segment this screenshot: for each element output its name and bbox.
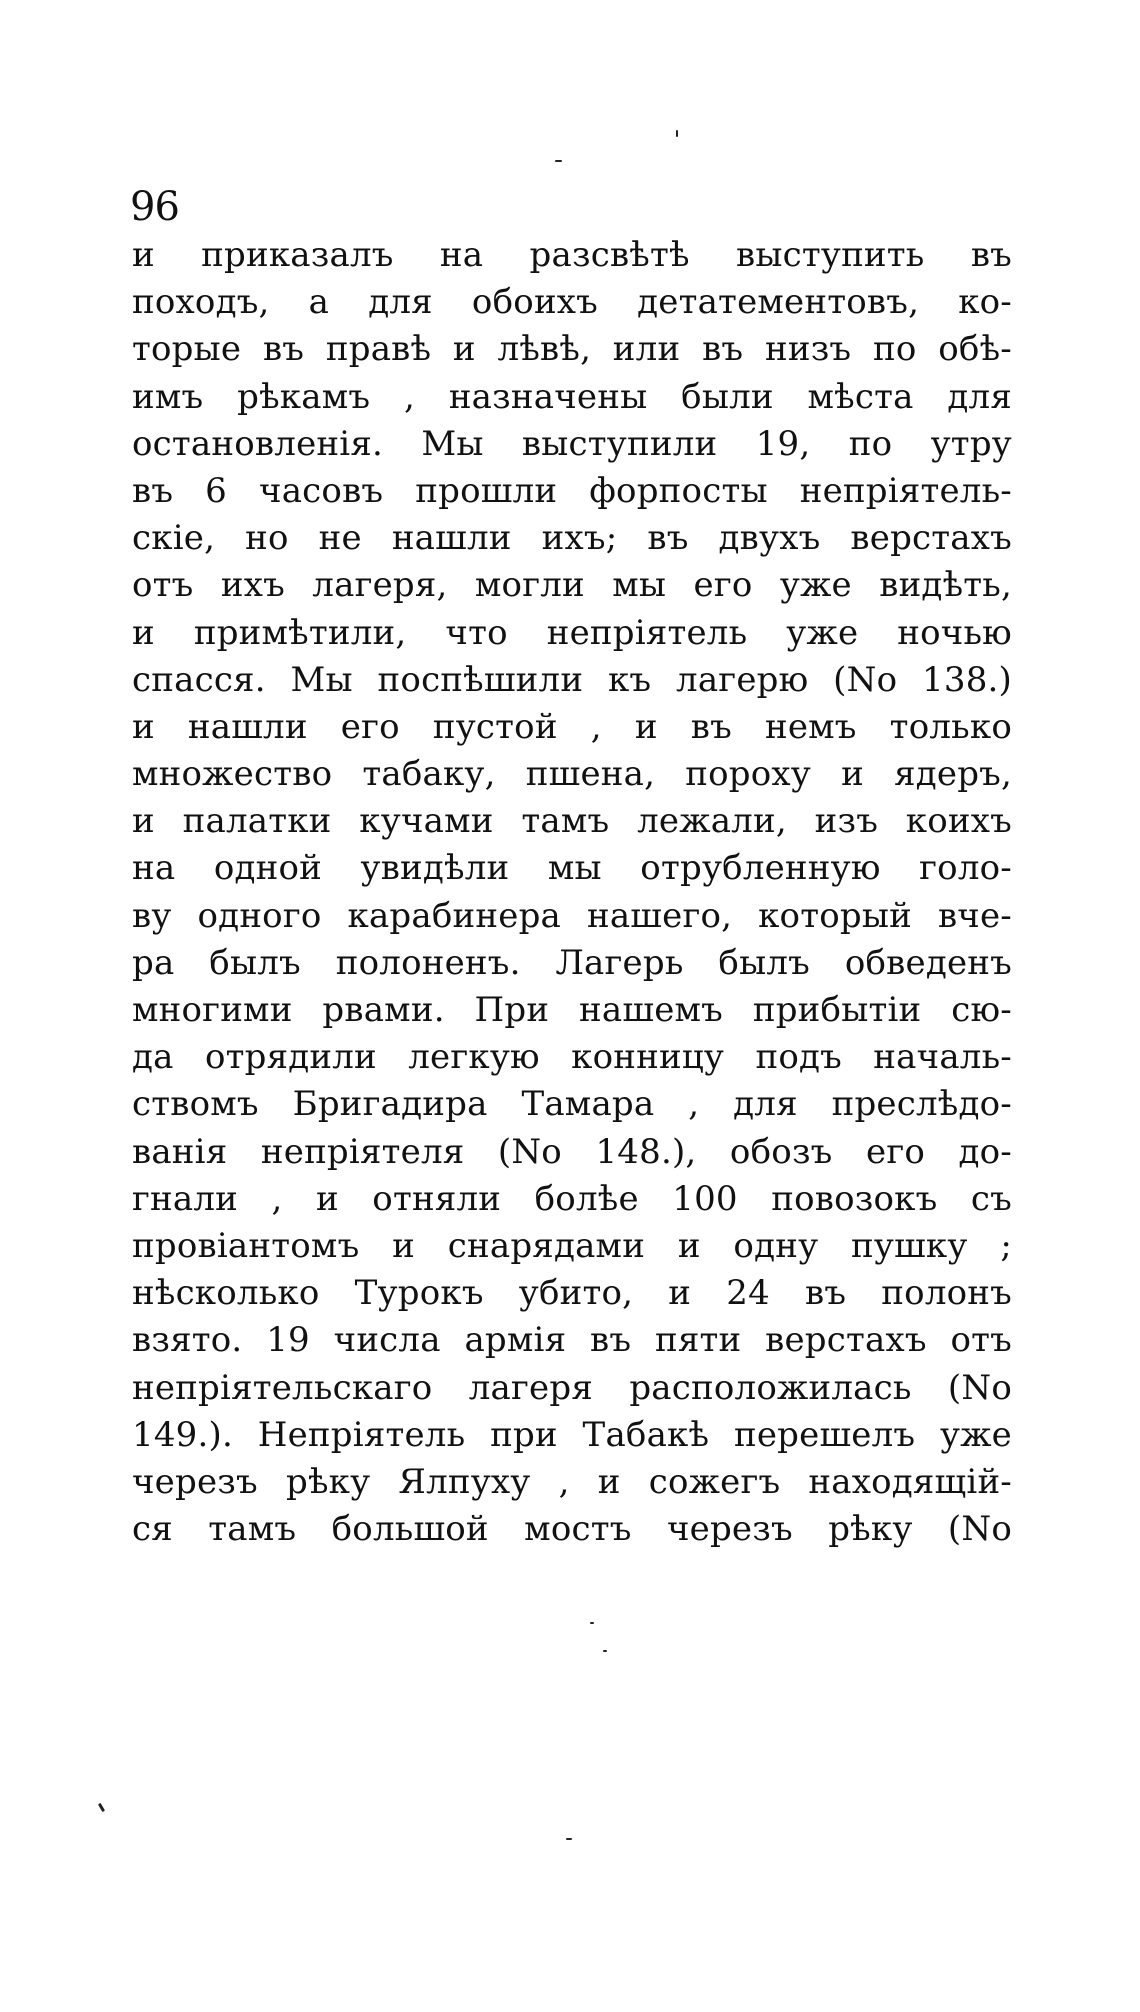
text-line: нѣсколько Турокъ убито, и 24 въ полонъ [132,1273,1012,1314]
page-number: 96 [130,184,179,230]
text-line: ву одного карабинера нашего, который вче- [132,895,1012,936]
text-line: непріятельскаго лагеря расположилась (No [132,1367,1012,1408]
scan-speck [603,1650,607,1652]
text-line: и нашли его пустой , и въ немъ только [132,706,1012,747]
scan-speck [98,1803,105,1812]
text-line: множество табаку, пшена, пороху и ядеръ, [132,754,1012,795]
text-line: 149.). Непріятель при Табакѣ перешелъ уже [132,1414,1012,1455]
text-line: ствомъ Бригадира Тамара , для преслѣдо- [132,1084,1012,1125]
body-text [132,232,1012,1553]
scan-speck [555,160,562,162]
text-line: ванія непріятеля (No 148.), обозъ его до- [132,1131,1012,1172]
text-line: да отрядили легкую конницу подъ началь- [132,1037,1012,1078]
text-line: въ 6 часовъ прошли форпосты непріятель- [132,470,1012,511]
text-line: и приказалъ на разсвѣтѣ выступить въ [132,235,1012,275]
text-line: отъ ихъ лагеря, могли мы его уже видѣть, [132,565,1012,606]
scan-speck [566,1838,572,1840]
text-line: спасся. Мы поспѣшили къ лагерю (No 138.) [132,659,1012,700]
text-line: и палатки кучами тамъ лежали, изъ коихъ [132,801,1012,842]
text-line: торые въ правѣ и лѣвѣ, или въ низъ по обѣ- [132,329,1012,370]
text-line: на одной увидѣли мы отрубленную голо- [132,848,1012,889]
text-line: походъ, а для обоихъ детатементовъ, ко- [132,282,1012,323]
text-line: остановленія. Мы выступили 19, по утру [132,423,1012,464]
text-line: ра былъ полоненъ. Лагерь былъ обведенъ [132,942,1012,983]
text-line: и примѣтили, что непріятель уже ночью [132,612,1012,653]
text-line: провіантомъ и снарядами и одну пушку ; [132,1225,1012,1266]
text-line: черезъ рѣку Ялпуху , и сожегъ находящій- [132,1461,1012,1502]
text-line: многими рвами. При нашемъ прибытіи сю- [132,990,1012,1030]
text-line: ся тамъ большой мостъ черезъ рѣку (No [132,1509,1012,1550]
scan-speck [676,130,678,137]
text-line: имъ рѣкамъ , назначены были мѣста для [132,376,1012,417]
text-line: скіе, но не нашли ихъ; въ двухъ верстахъ [132,518,1012,559]
scan-speck [590,1622,594,1624]
text-line: взято. 19 числа армія въ пяти верстахъ отъ [132,1320,1012,1361]
text-line: гнали , и отняли болѣе 100 повозокъ съ [132,1178,1012,1219]
